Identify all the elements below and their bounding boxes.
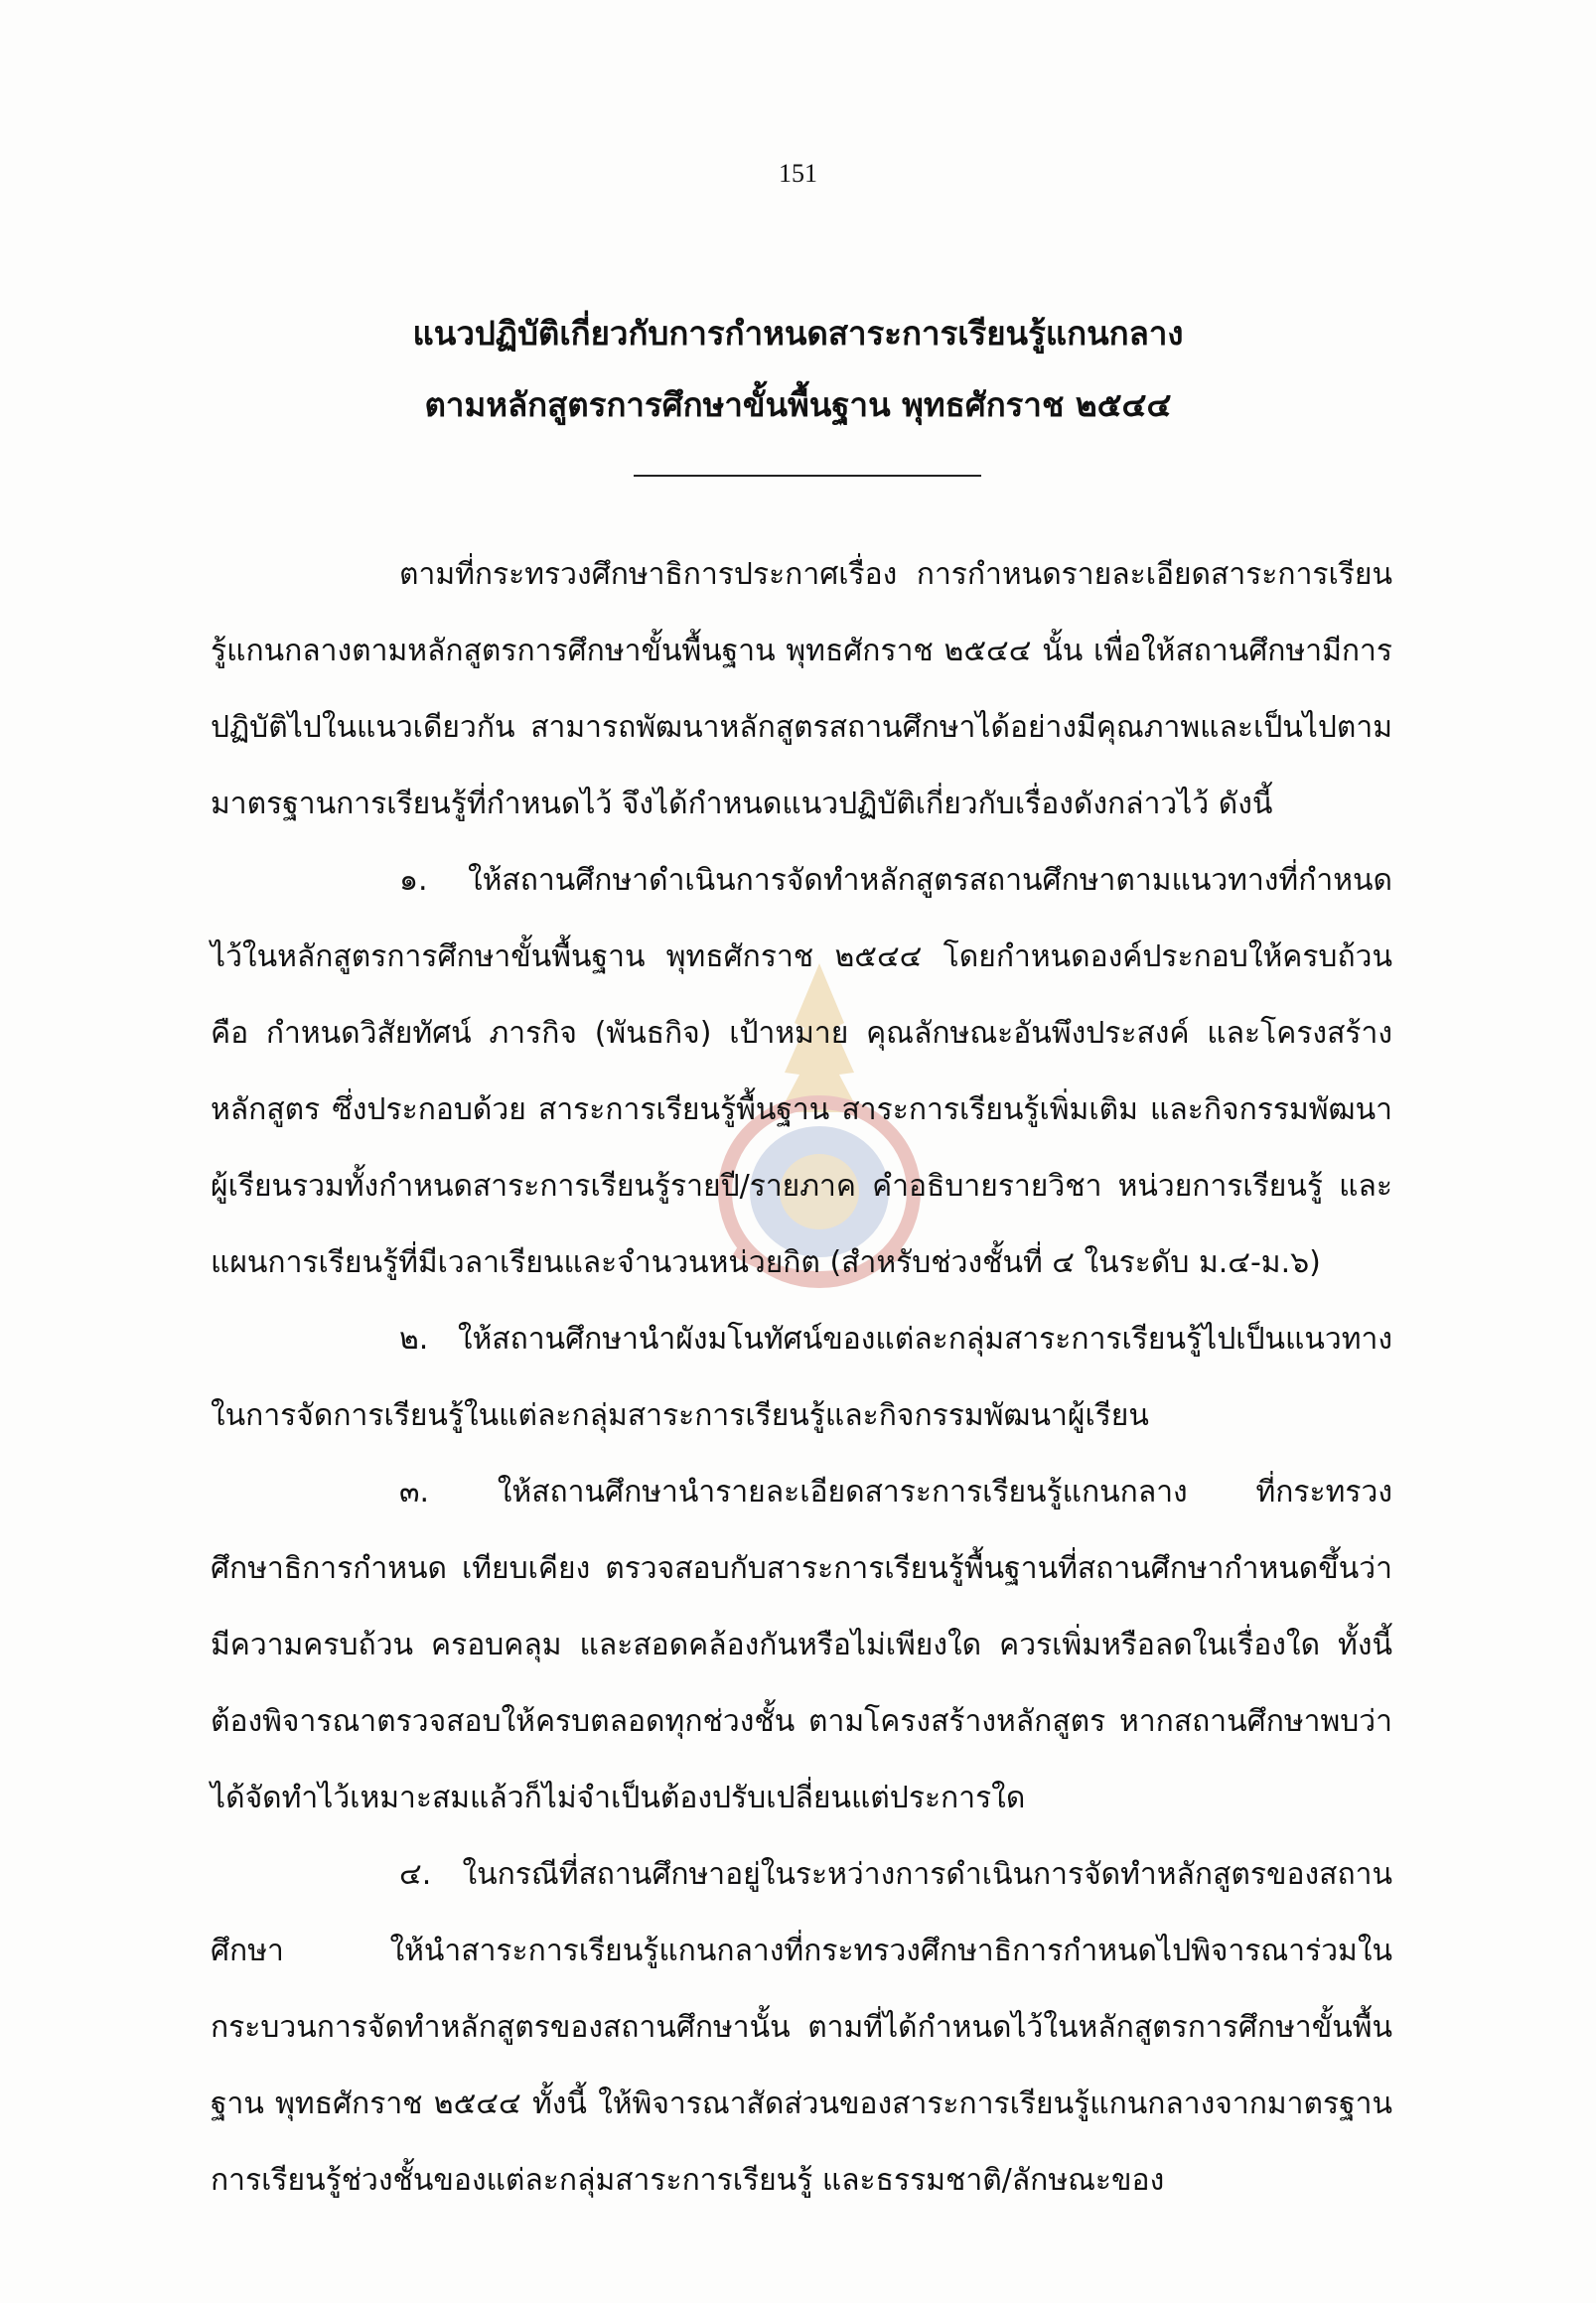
document-body — [211, 536, 1392, 2219]
page-number: 151 — [779, 159, 817, 188]
paragraph-item-4: ๔. ในกรณีที่สถานศึกษาอยู่ในระหว่างการดำเนินการจัดทำหลักสูตรของสถานศึกษา ให้นำสาระการเรียนรู้แกนกลางที่กระทรวงศึกษาธิการกำหนดไปพิจารณาร่วมในกระบวนการจัดทำหลักสูตรของสถานศึกษานั้น ตามที่ได้กำหนดไว้ในหลักสูตรการศึกษาขั้นพื้นฐาน พุทธศักราช ๒๕๔๔ ทั้งนี้ ให้พิจารณาสัดส่วนของสาระการเรียนรู้แกนกลางจากมาตรฐานการเรียนรู้ช่วงชั้นของแต่ละกลุ่มสาระการเรียนรู้ และธรรมชาติ/ลักษณะของ — [211, 1857, 1392, 2198]
document-title — [0, 298, 1596, 441]
paragraph-item-3: ๓. ให้สถานศึกษานำรายละเอียดสาระการเรียนรู้แกนกลาง ที่กระทรวงศึกษาธิการกำหนด เทียบเคียง ตรวจสอบกับสาระการเรียนรู้พื้นฐานที่สถานศึกษากำหนดขึ้นว่ามีความครบถ้วน ครอบคลุม และสอดคล้องกันหรือไม่เพียงใด ควรเพิ่มหรือลดในเรื่องใด ทั้งนี้ ต้องพิจารณาตรวจสอบให้ครบตลอดทุกช่วงชั้น ตามโครงสร้างหลักสูตร หากสถานศึกษาพบว่าได้จัดทำไว้เหมาะสมแล้วก็ไม่จำเป็นต้องปรับเปลี่ยนแต่ประการใด — [211, 1475, 1392, 1815]
paragraph-intro: ตามที่กระทรวงศึกษาธิการประกาศเรื่อง การกำหนดรายละเอียดสาระการเรียนรู้แกนกลางตามหลักสูตรการศึกษาขั้นพื้นฐาน พุทธศักราช ๒๕๔๔ นั้น เพื่อให้สถานศึกษามีการปฏิบัติไปในแนวเดียวกัน สามารถพัฒนาหลักสูตรสถานศึกษาได้อย่างมีคุณภาพและเป็นไปตามมาตรฐานการเรียนรู้ที่กำหนดไว้ จึงได้กำหนดแนวปฏิบัติเกี่ยวกับเรื่องดังกล่าวไว้ ดังนี้ — [211, 557, 1392, 821]
title-divider — [634, 475, 981, 477]
paragraph-item-1: ๑. ให้สถานศึกษาดำเนินการจัดทำหลักสูตรสถานศึกษาตามแนวทางที่กำหนดไว้ในหลักสูตรการศึกษาขั้นพื้นฐาน พุทธศักราช ๒๕๔๔ โดยกำหนดองค์ประกอบให้ครบถ้วนคือ กำหนดวิสัยทัศน์ ภารกิจ (พันธกิจ) เป้าหมาย คุณลักษณะอันพึงประสงค์ และโครงสร้างหลักสูตร ซึ่งประกอบด้วย สาระการเรียนรู้พื้นฐาน สาระการเรียนรู้เพิ่มเติม และกิจกรรมพัฒนาผู้เรียนรวมทั้งกำหนดสาระการเรียนรู้รายปี/รายภาค คำอธิบายรายวิชา หน่วยการเรียนรู้ และแผนการเรียนรู้ที่มีเวลาเรียนและจำนวนหน่วยกิต (สำหรับช่วงชั้นที่ ๔ ในระดับ ม.๔-ม.๖) — [211, 863, 1392, 1280]
paragraph-item-2: ๒. ให้สถานศึกษานำผังมโนทัศน์ของแต่ละกลุ่มสาระการเรียนรู้ไปเป็นแนวทางในการจัดการเรียนรู้ในแต่ละกลุ่มสาระการเรียนรู้และกิจกรรมพัฒนาผู้เรียน — [211, 1322, 1392, 1433]
title-line-1: แนวปฏิบัติเกี่ยวกับการกำหนดสาระการเรียนรู้แกนกลาง — [412, 314, 1184, 353]
title-line-2: ตามหลักสูตรการศึกษาขั้นพื้นฐาน พุทธศักราช ๒๕๔๔ — [424, 385, 1172, 424]
